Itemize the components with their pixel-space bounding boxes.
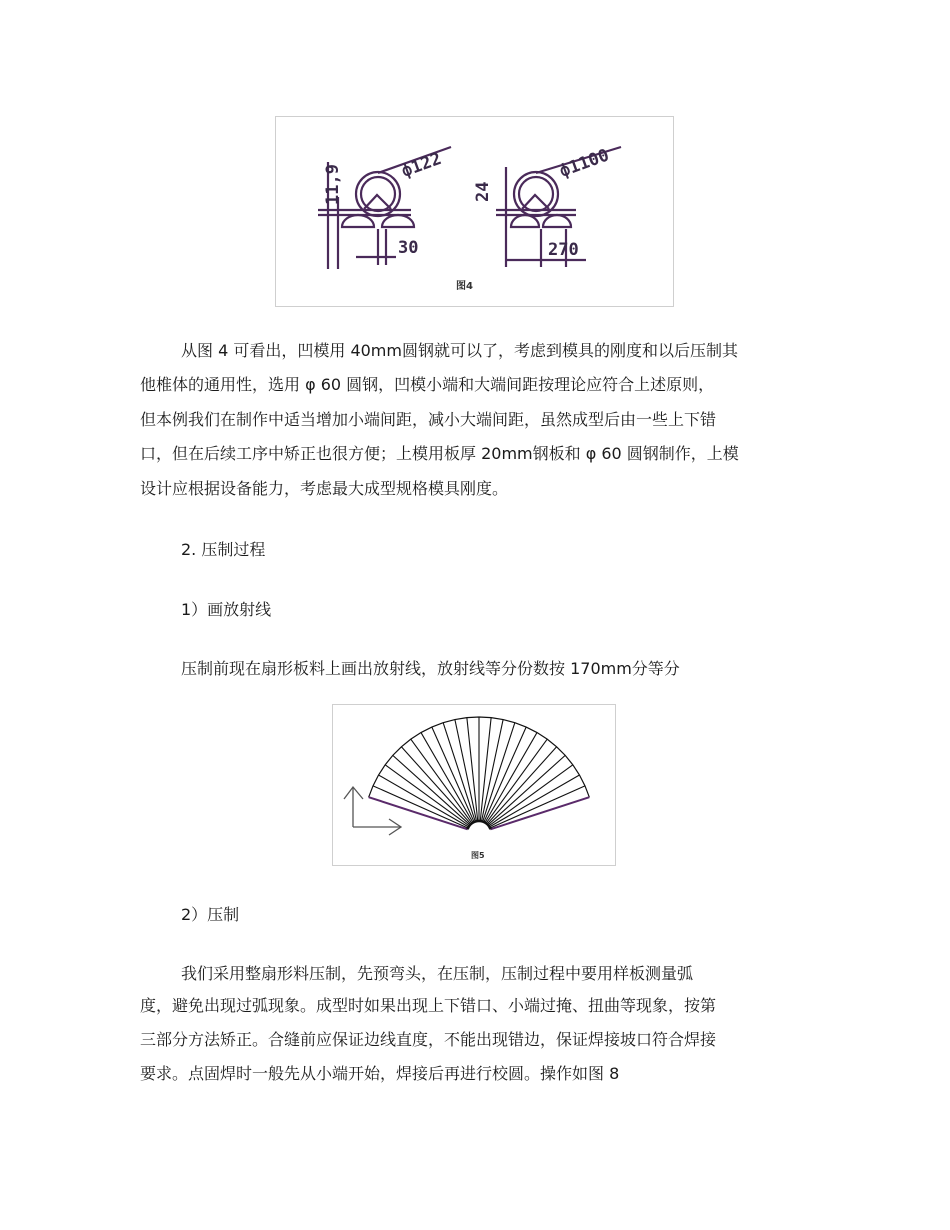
section-heading: 2. 压制过程 [181,540,266,559]
figure-4-caption: 图4 [456,281,473,292]
paragraph-2-line-1: 我们采用整扇形料压制，先预弯头，在压制，压制过程中要用样板测量弧 [181,964,694,983]
subheading-1: 1）画放射线 [181,600,272,619]
fan-radial-line [480,718,491,821]
left-bottom-dim: 30 [398,238,419,258]
figure-5 [332,704,616,866]
paragraph-1-line-5: 设计应根据设备能力，考虑最大成型规格模具刚度。 [140,479,509,498]
paragraph-2-line-3: 三部分方法矫正。合缝前应保证边线直度，不能出现错边，保证焊接坡口符合焊接 [140,1030,717,1049]
fan-radial-line [490,786,585,828]
paragraph-1-line-3: 但本例我们在制作中适当增加小端间距，减小大端间距，虽然成型后由一些上下错 [140,410,717,429]
left-diameter-dim: ф122 [398,148,445,182]
fan-radial-line [373,786,468,828]
fan-radial-line [484,727,526,822]
fan-radial-line [432,727,474,822]
paragraph-1-line-2: 他椎体的通用性，选用 φ 60 圆钢，凹模小端和大端间距按理论应符合上述原则， [140,375,715,394]
subheading-2: 2）压制 [181,905,240,924]
right-diameter-dim: ф1100 [556,145,612,182]
fan-drawing [333,705,615,865]
figure-4-drawing [276,117,673,306]
right-height-dim: 24 [473,181,493,202]
right-bottom-dim: 270 [548,240,579,260]
paragraph-2-line-4: 要求。点固焊时一般先从小端开始，焊接后再进行校圆。操作如图 8 [140,1064,620,1083]
fan-side-edge [490,797,589,829]
figure-5-caption: 图5 [471,851,485,860]
paragraph-1-line-4: 口，但在后续工序中矫正也很方便；上模用板厚 20mm钢板和 φ 60 圆钢制作，上模 [140,444,739,463]
fan-radial-line [467,718,478,821]
figure-4 [275,116,674,307]
subheading-1-text: 压制前现在扇形板料上画出放射线，放射线等分份数按 170mm分等分 [181,659,680,678]
fan-side-edge [369,797,468,829]
paragraph-2-line-2: 度，避免出现过弧现象。成型时如果出现上下错口、小端过掩、扭曲等现象，按第 [140,996,717,1015]
left-height-dim: 11,9 [323,164,343,205]
paragraph-1-line-1: 从图 4 可看出，凹模用 40mm圆钢就可以了，考虑到模具的刚度和以后压制其 [181,341,738,360]
